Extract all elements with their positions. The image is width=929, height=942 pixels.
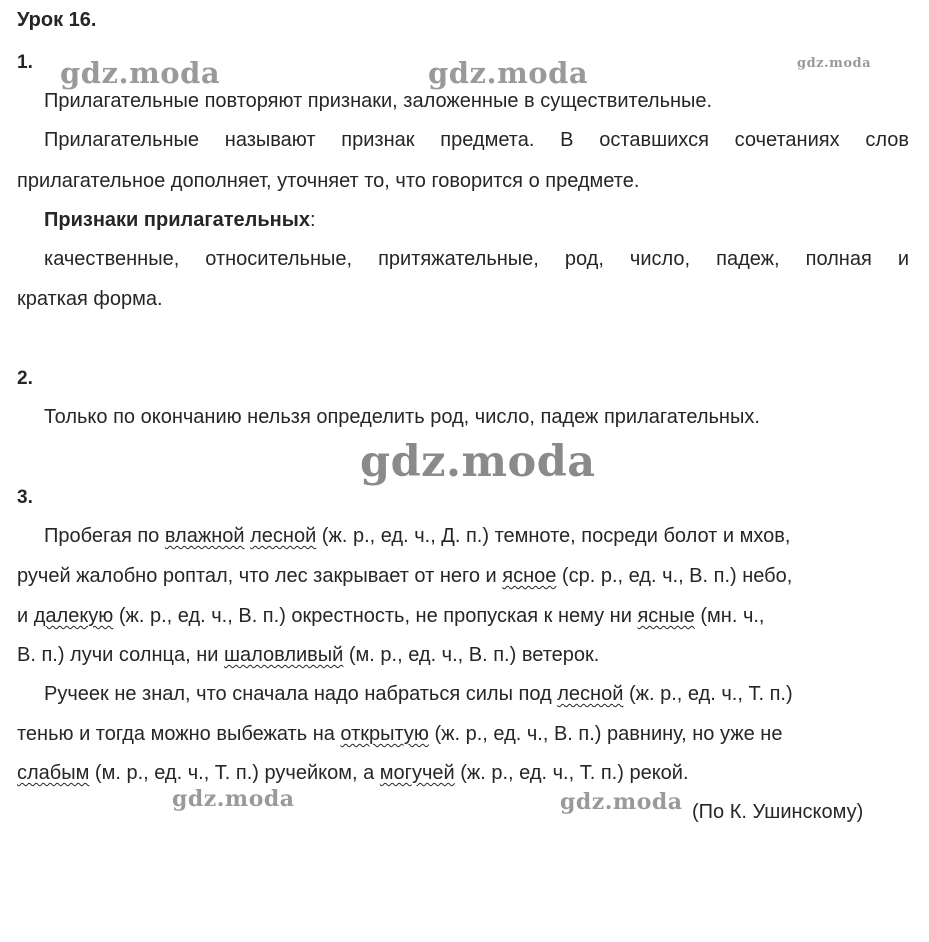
ex1-line-6: краткая форма. [17, 288, 163, 310]
watermark-logo: gdz.moda [172, 786, 295, 812]
ex1-heading-line [44, 208, 316, 232]
adjective-features-heading: Признаки прилагательных [44, 209, 310, 231]
underlined-adjective: лесной [557, 683, 624, 705]
underlined-adjective: открытую [340, 723, 429, 745]
ex3-line-7: слабым (м. р., ед. ч., Т. п.) ручейком, а могучей (ж. р., ед. ч., Т. п.) рекой. [17, 762, 689, 784]
ex3-line-3: и далекую (ж. р., ед. ч., В. п.) окрестность, не пропуская к нему ни ясные (мн. ч., [17, 605, 765, 627]
underlined-adjective: слабым [17, 762, 90, 784]
watermark-logo: gdz.moda [428, 56, 589, 90]
watermark-logo: gdz.moda [360, 437, 596, 487]
underlined-adjective: могучей [379, 762, 455, 784]
underlined-adjective: лесной [250, 525, 317, 547]
ex3-line-2: ручей жалобно роптал, что лес закрывает от него и ясное (ср. р., ед. ч., В. п.) небо, [17, 565, 793, 587]
underlined-adjective: влажной [164, 525, 245, 547]
ex2-line-1: Только по окончанию нельзя определить род, число, падеж прилагательных. [44, 406, 760, 428]
page-title: Урок 16. [17, 9, 97, 31]
ex1-line-3: прилагательное дополняет, уточняет то, что говорится о предмете. [17, 170, 640, 192]
ex1-line-5: качественные, относительные, притяжательные, род, число, падеж, полная и [44, 248, 909, 270]
heading-colon: : [309, 209, 316, 231]
underlined-adjective: ясные [637, 605, 695, 627]
watermark-logo: gdz.moda [797, 56, 872, 71]
source-attribution: (По К. Ушинскому) [692, 801, 864, 823]
underlined-adjective: ясное [502, 565, 557, 587]
ex3-line-1: Пробегая по влажной лесной (ж. р., ед. ч., Д. п.) темноте, посреди болот и мхов, [44, 525, 791, 547]
underlined-adjective: далекую [33, 605, 114, 627]
watermark-logo: gdz.moda [60, 56, 221, 90]
ex3-line-5: Ручеек не знал, что сначала надо набраться силы под лесной (ж. р., ед. ч., Т. п.) [44, 683, 793, 705]
exercise-3-number: 3. [17, 487, 33, 508]
ex3-line-4: В. п.) лучи солнца, ни шаловливый (м. р., ед. ч., В. п.) ветерок. [17, 644, 600, 666]
underlined-adjective: шаловливый [223, 644, 344, 666]
ex3-line-6: тенью и тогда можно выбежать на открытую (ж. р., ед. ч., В. п.) равнину, но уже не [17, 723, 783, 745]
exercise-1-number: 1. [17, 52, 33, 73]
exercise-2-number: 2. [17, 368, 33, 389]
ex1-line-2: Прилагательные называют признак предмета. В оставшихся сочетаниях слов [44, 129, 909, 151]
ex1-line-1: Прилагательные повторяют признаки, заложенные в существительные. [44, 90, 713, 112]
watermark-logo: gdz.moda [560, 789, 683, 815]
